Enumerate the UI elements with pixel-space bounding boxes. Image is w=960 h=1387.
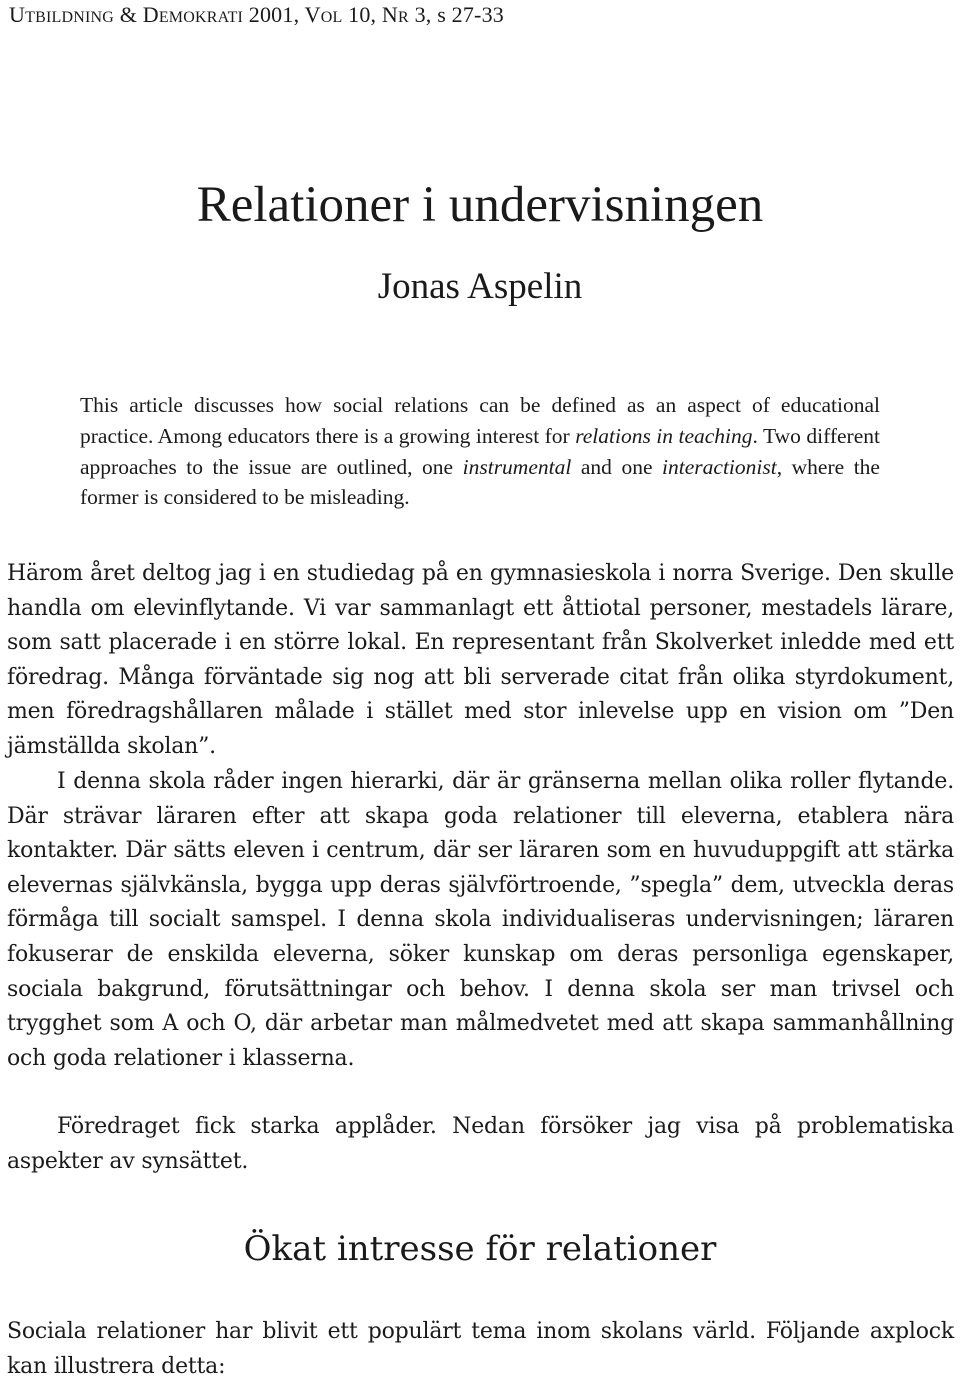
abstract (80, 390, 880, 513)
abstract-text-3: and one (571, 454, 663, 479)
issue-label-initial: N (381, 2, 399, 27)
journal-name-initial-2: D (142, 2, 159, 27)
volume-number: 10, (342, 2, 382, 27)
journal-name-rest-2: EMOKRATI (158, 9, 244, 26)
abstract-text-2: . Two different approaches to the issue are outlined, one (80, 423, 880, 479)
journal-header (9, 2, 504, 28)
volume-label-initial: V (304, 2, 321, 27)
body-paragraph-3: Föredraget fick starka applåder. Nedan försöker jag visa på problematiska aspekter av synsättet. (7, 1114, 954, 1174)
journal-name-rest: TBILDNING (25, 9, 114, 26)
article-author: Jonas Aspelin (377, 266, 583, 307)
abstract-text-1: This article discusses how social relations can be defined as an aspect of educational practice. Among educators there is a growing interest for (80, 393, 880, 448)
body-paragraph-4: Sociala relationer har blivit ett populärt tema inom skolans värld. Följande axplock kan illustrera detta: (7, 1319, 954, 1379)
journal-name-initial: U (9, 2, 26, 27)
abstract-text-4: , where the former is considered to be misleading. (80, 454, 880, 510)
issue-label-rest: R (398, 9, 409, 26)
body-paragraph-1: Härom året deltog jag i en studiedag på en gymnasieskola i norra Sverige. Den skulle handla om elevinflytande. Vi var sammanlagt ett åttiotal personer, mestadels lärare, som satt placerade i en större lokal. En representant från Skolverket inledde med ett föredrag. Många förväntade sig nog att bli serverade citat från olika styrdokument, men föredragshållaren målade i stället med stor inlevelse upp en vision om ”Den jämställda skolan”. (7, 561, 954, 759)
journal-year: 2001, (243, 2, 305, 27)
section-heading: Ökat intresse för relationer (243, 1229, 717, 1269)
abstract-emphasis-3: interactionist (662, 454, 777, 479)
abstract-emphasis-2: instrumental (462, 454, 572, 479)
journal-name-ampersand: & (114, 2, 143, 27)
issue-and-pages: 3, s 27-33 (408, 2, 504, 27)
article-title: Relationer i undervisningen (196, 177, 764, 233)
abstract-emphasis-1: relations in teaching (575, 423, 753, 448)
volume-label-rest: OL (320, 9, 343, 26)
body-paragraph-2: I denna skola råder ingen hierarki, där är gränserna mellan olika roller flytande. Där strävar läraren efter att skapa goda relationer till eleverna, etablera nära kontakter. Där sätts eleven i centrum, där ser läraren som en huvuduppgift att stärka elevernas självkänsla, bygga upp deras självförtroende, ”spegla” dem, utveckla deras förmåga till socialt samspel. I denna skola individualiseras undervisningen; läraren fokuserar de enskilda eleverna, söker kunskap om deras personliga egenskaper, sociala bakgrund, förutsättningar och behov. I denna skola ser man trivsel och trygghet som A och O, där arbetar man målmedvetet med att skapa sammanhållning och goda relationer i klasserna. (7, 769, 954, 1071)
